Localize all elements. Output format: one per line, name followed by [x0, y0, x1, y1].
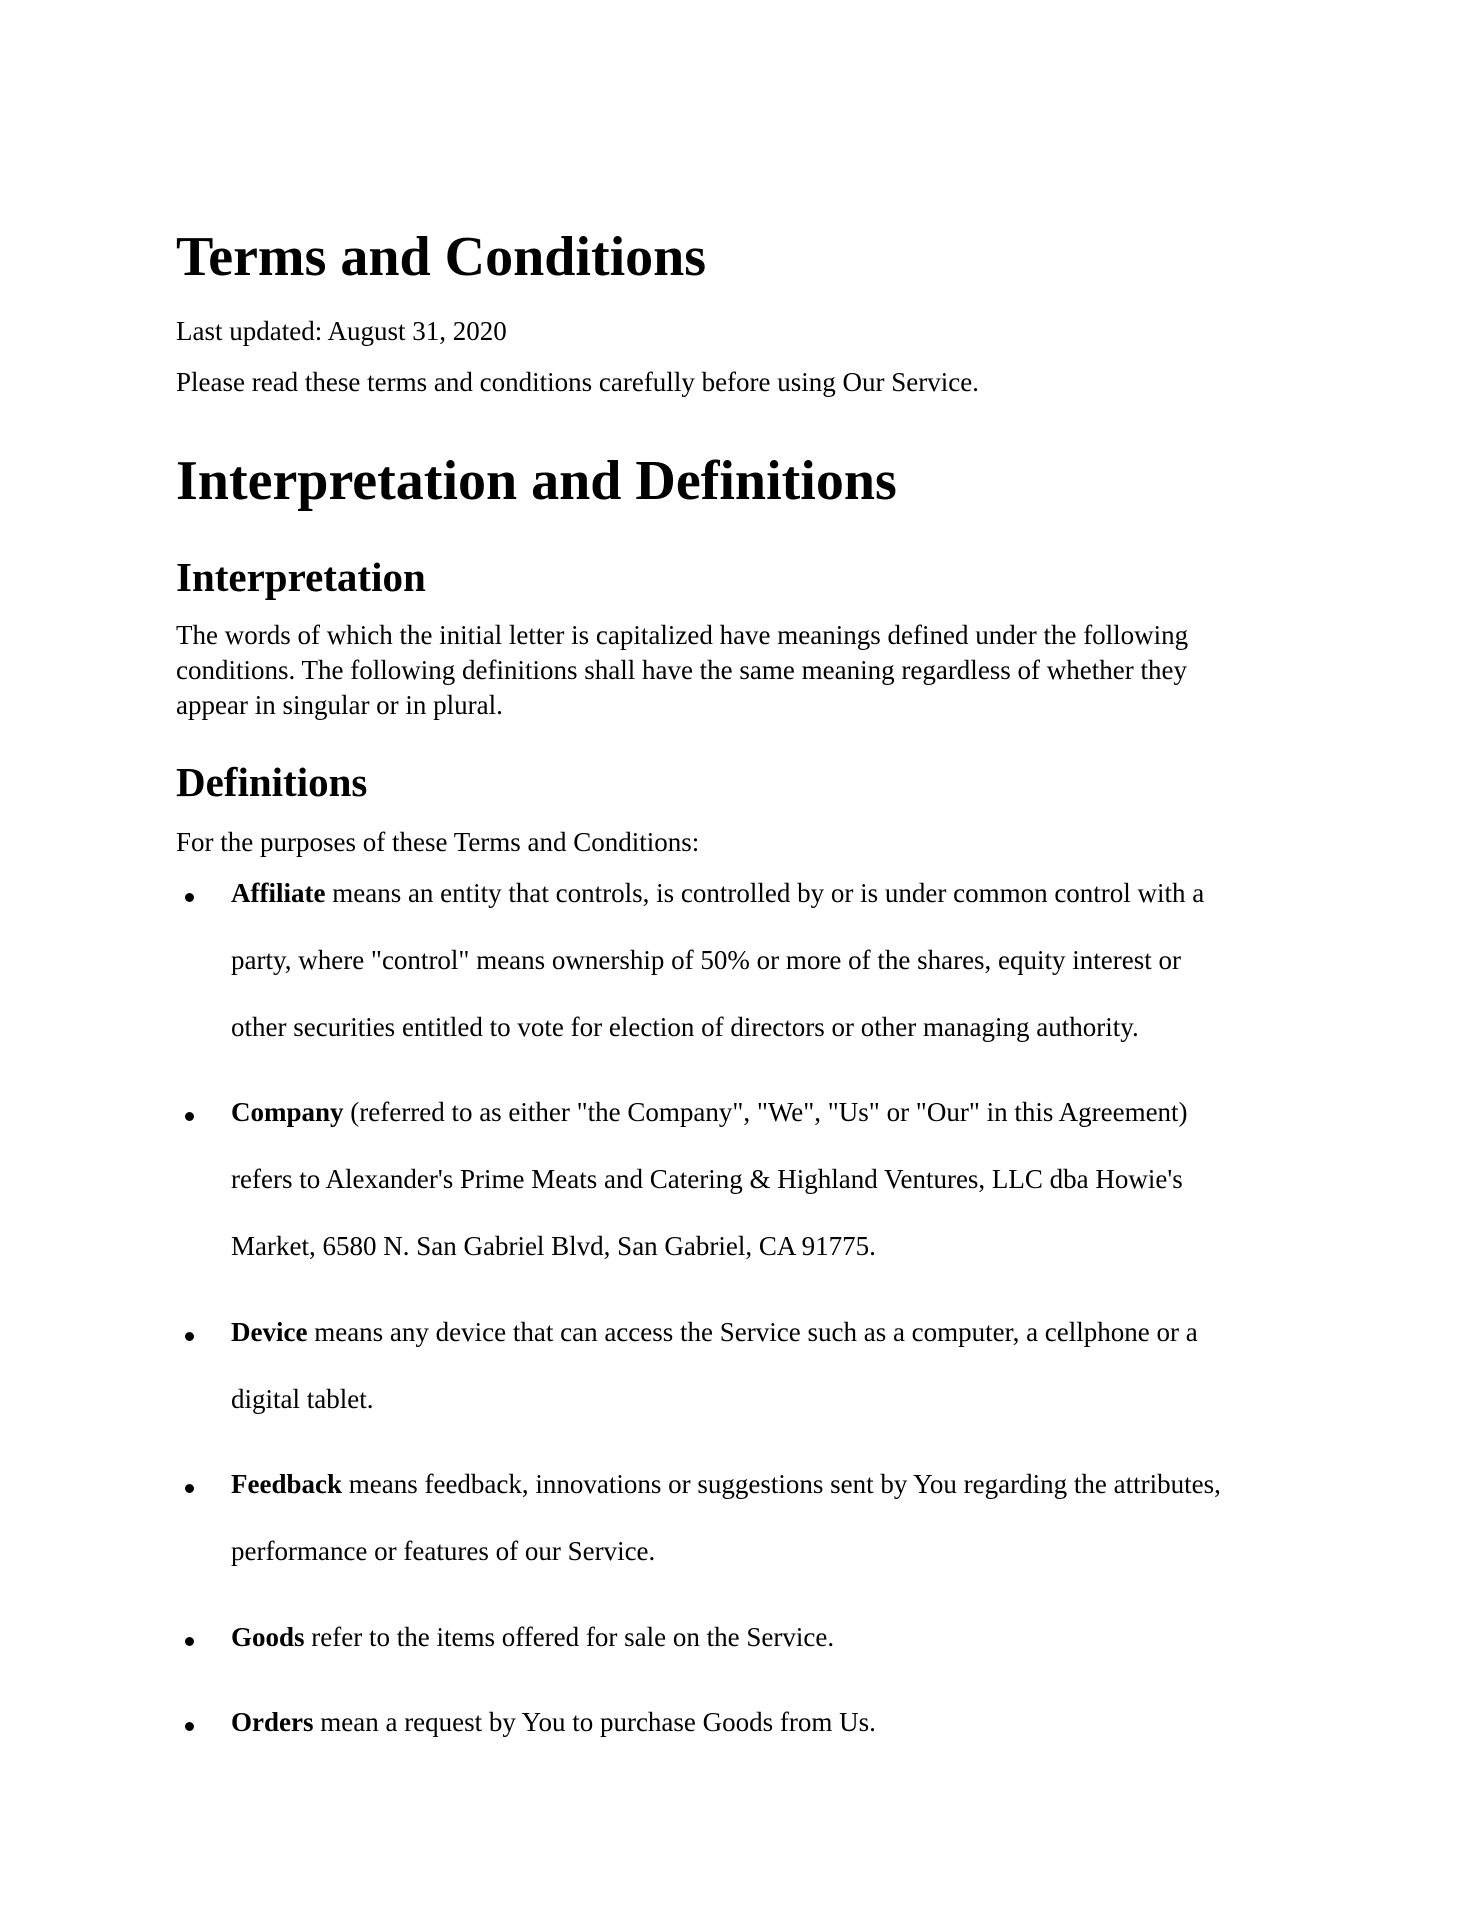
intro-paragraph: Please read these terms and conditions carefully before using Our Service.: [176, 367, 979, 397]
bullet-icon: [185, 1484, 194, 1493]
definition-line: digital tablet.: [231, 1384, 374, 1414]
interpretation-line: appear in singular or in plural.: [176, 690, 503, 720]
definition-first-line: [231, 1319, 1198, 1346]
definition-line: Market, 6580 N. San Gabriel Blvd, San Gabriel, CA 91775.: [231, 1231, 876, 1261]
definition-text: means any device that can access the Service such as a computer, a cellphone or a: [307, 1317, 1198, 1347]
definition-term: Device: [231, 1317, 308, 1347]
definition-line: refers to Alexander's Prime Meats and Catering & Highland Ventures, LLC dba Howie's: [231, 1164, 1183, 1194]
definition-first-line: [231, 1709, 876, 1736]
definition-first-line: [231, 1099, 1188, 1126]
section-heading: Interpretation and Definitions: [176, 450, 897, 512]
definition-first-line: [231, 880, 1204, 907]
definition-text: means an entity that controls, is controlled by or is under common control with a: [325, 878, 1205, 908]
definition-term: Goods: [231, 1622, 305, 1652]
definitions-heading: Definitions: [176, 759, 368, 805]
definition-term: Affiliate: [231, 878, 326, 908]
definition-term: Orders: [231, 1707, 314, 1737]
definition-term: Company: [231, 1097, 344, 1127]
last-updated: Last updated: August 31, 2020: [176, 316, 507, 346]
definition-line: party, where "control" means ownership of 50% or more of the shares, equity interest or: [231, 945, 1182, 975]
interpretation-paragraph: [176, 618, 1316, 723]
bullet-icon: [185, 1332, 194, 1341]
definition-text: refer to the items offered for sale on the Service.: [304, 1622, 835, 1652]
page-title: Terms and Conditions: [176, 226, 707, 288]
definition-first-line: [231, 1624, 834, 1651]
definition-term: Feedback: [231, 1469, 342, 1499]
definition-line: other securities entitled to vote for election of directors or other managing authority.: [231, 1012, 1139, 1042]
definition-text: mean a request by You to purchase Goods from Us.: [313, 1707, 876, 1737]
definition-line: performance or features of our Service.: [231, 1536, 656, 1566]
interpretation-line: conditions. The following definitions shall have the same meaning regardless of whether they: [176, 655, 1187, 685]
bullet-icon: [185, 1637, 194, 1646]
bullet-icon: [185, 893, 194, 902]
definition-text: means feedback, innovations or suggestions sent by You regarding the attributes,: [342, 1469, 1221, 1499]
definition-text: (referred to as either "the Company", "We", "Us" or "Our" in this Agreement): [343, 1097, 1188, 1127]
bullet-icon: [185, 1722, 194, 1731]
definitions-intro: For the purposes of these Terms and Conditions:: [176, 827, 700, 857]
interpretation-heading: Interpretation: [176, 554, 426, 600]
definition-first-line: [231, 1471, 1221, 1498]
bullet-icon: [185, 1112, 194, 1121]
interpretation-line: The words of which the initial letter is capitalized have meanings defined under the following: [176, 620, 1189, 650]
